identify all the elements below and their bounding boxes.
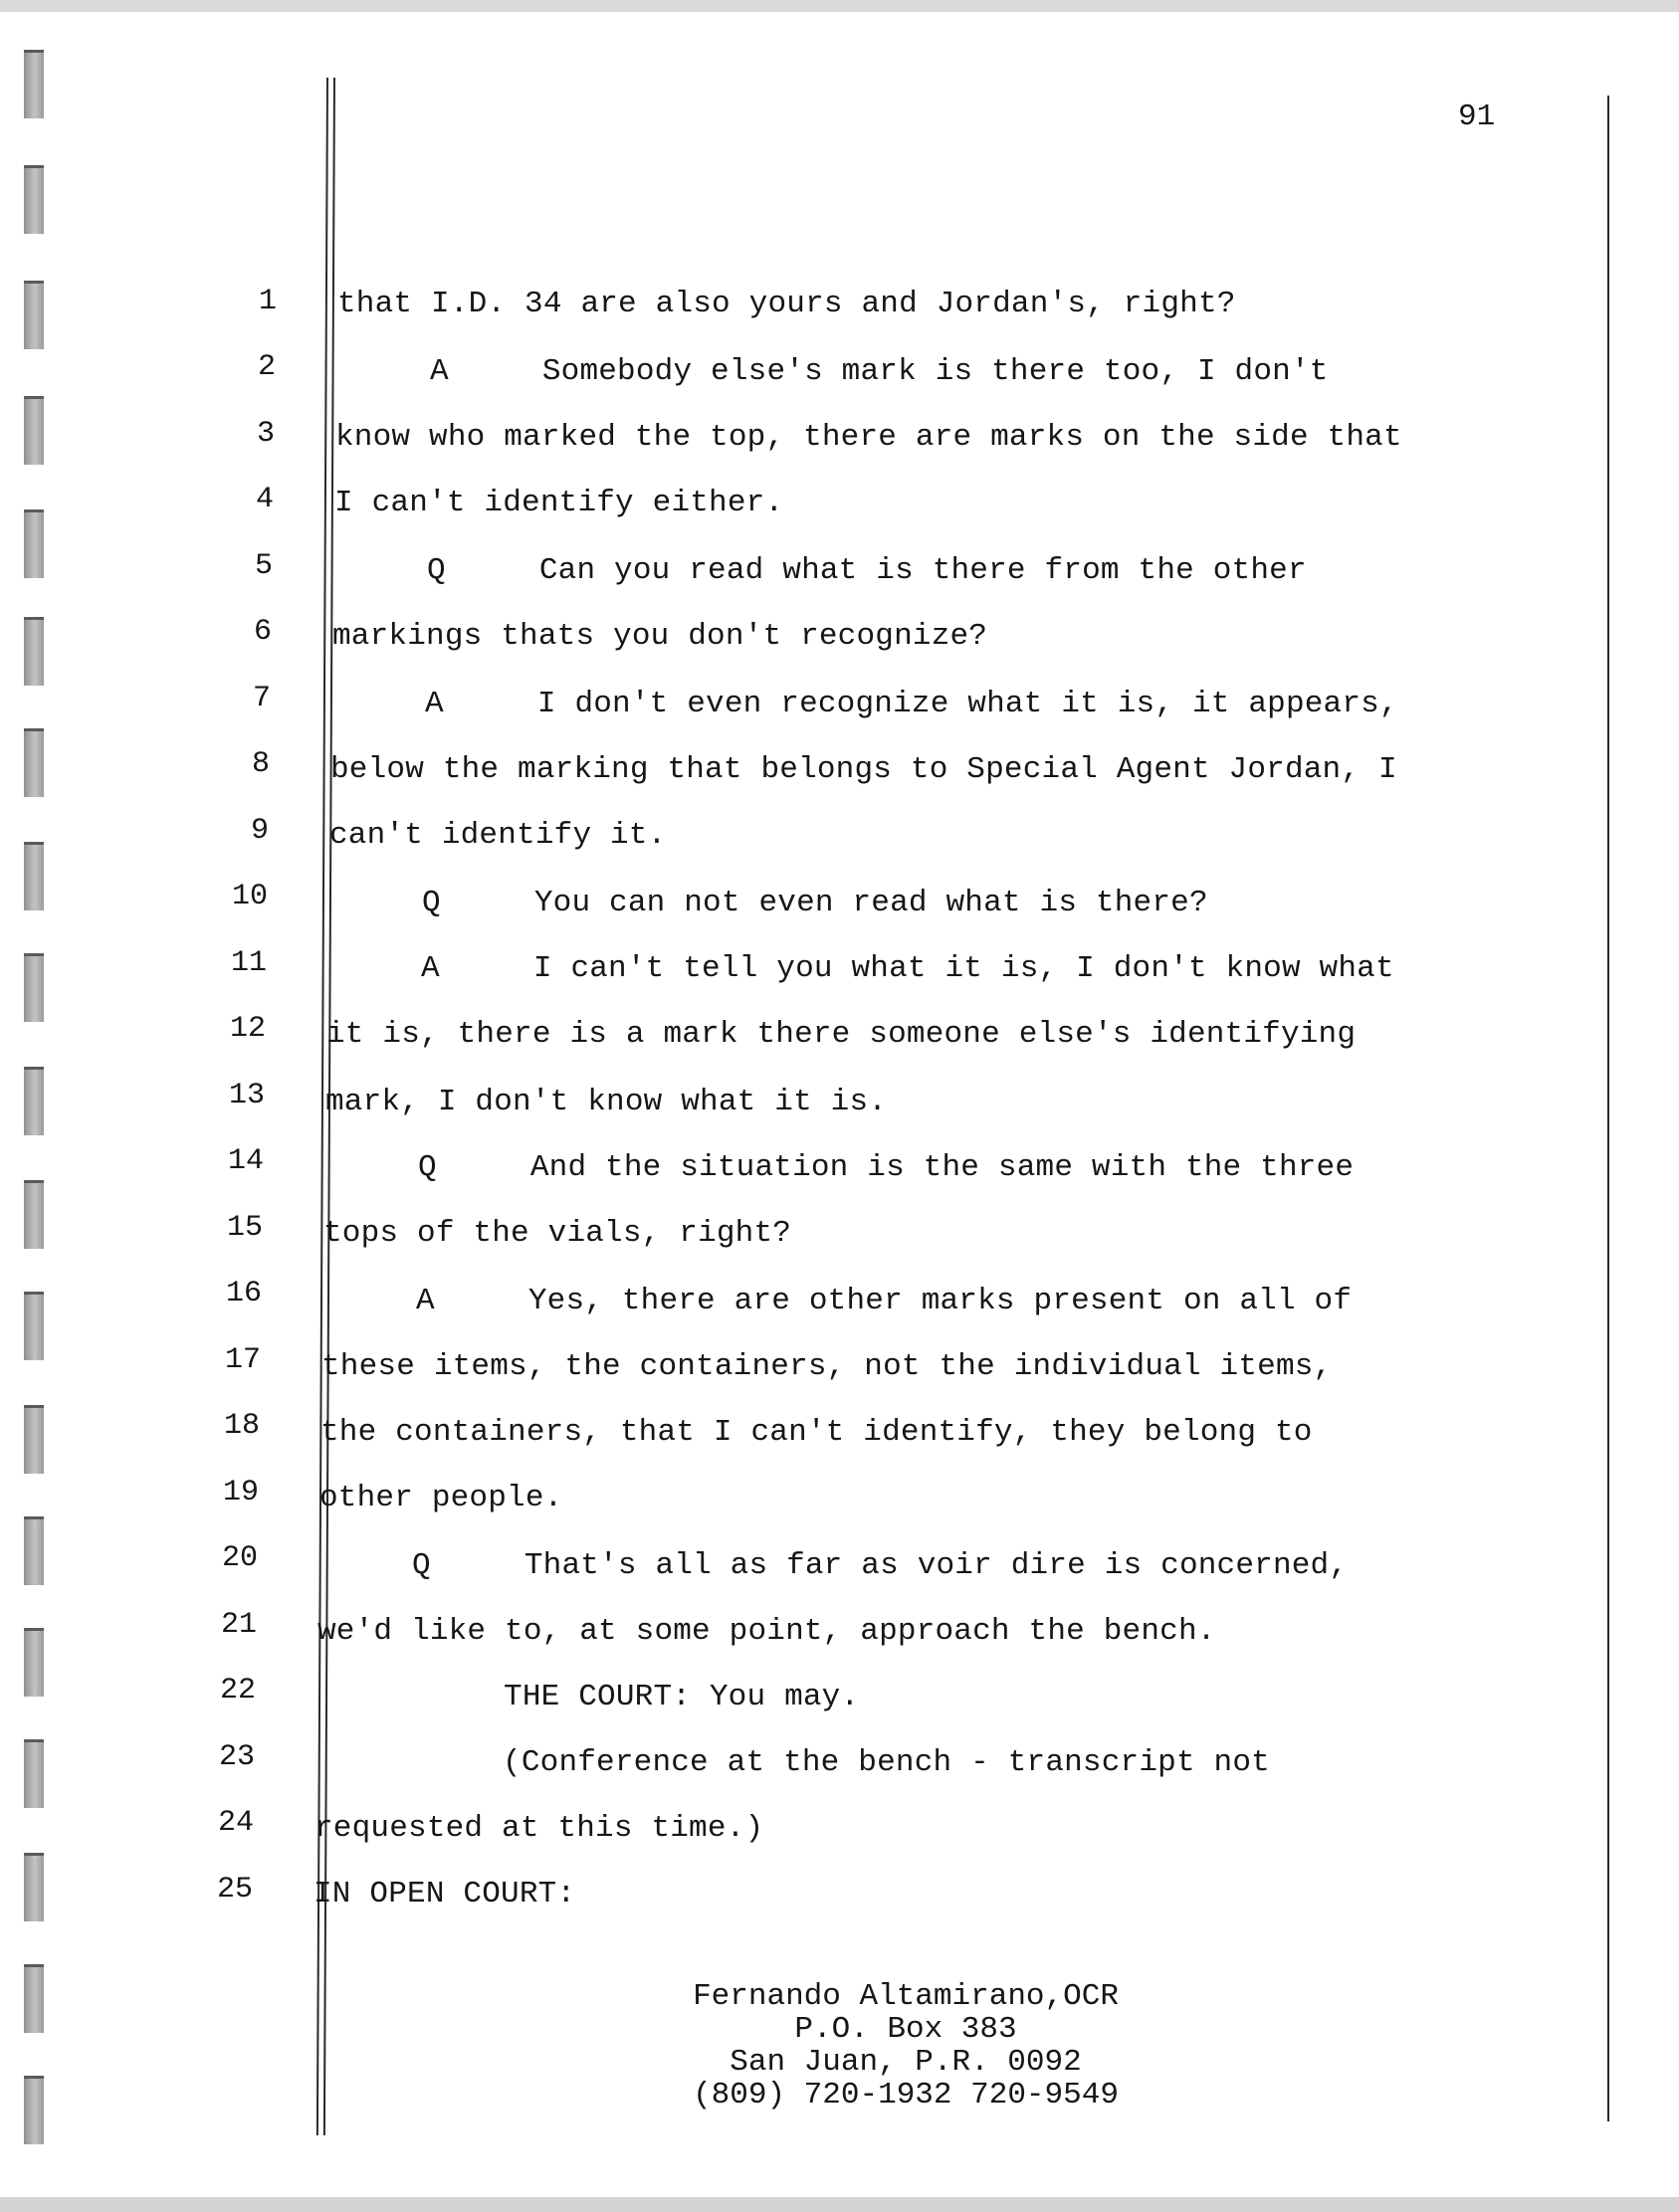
scan-top-edge xyxy=(0,0,1679,12)
binder-hole-mark xyxy=(24,842,44,910)
line-number: 18 xyxy=(223,1409,260,1443)
line-number: 19 xyxy=(222,1476,259,1509)
line-number: 25 xyxy=(216,1873,253,1907)
binder-hole-mark xyxy=(24,50,44,118)
transcript-line: requested at this time.) xyxy=(315,1811,764,1846)
line-number: 14 xyxy=(227,1144,264,1178)
reporter-footer xyxy=(557,1980,1254,2111)
binder-hole-mark xyxy=(24,396,44,465)
transcript-line: mark, I don't know what it is. xyxy=(325,1085,888,1119)
transcript-line: it is, there is a mark there someone else's identifying xyxy=(326,1017,1357,1052)
line-number: 21 xyxy=(220,1608,257,1642)
transcript-line: other people. xyxy=(319,1481,563,1515)
binder-hole-mark xyxy=(24,1739,44,1808)
transcript-line: A Somebody else's mark is there too, I don't xyxy=(336,354,1329,389)
transcript-line: these items, the containers, not the individual items, xyxy=(321,1349,1333,1384)
transcript-line: that I.D. 34 are also yours and Jordan's, right? xyxy=(337,287,1236,321)
line-number: 16 xyxy=(225,1277,262,1310)
reporter-phone: (809) 720-1932 720-9549 xyxy=(693,2078,1119,2112)
line-number: 4 xyxy=(255,483,274,516)
line-number: 7 xyxy=(252,682,271,715)
binder-hole-mark xyxy=(24,165,44,234)
transcript-line: tops of the vials, right? xyxy=(323,1216,792,1251)
line-number: 17 xyxy=(224,1343,261,1377)
transcript-line: (Conference at the bench - transcript not xyxy=(315,1745,1270,1780)
binder-hole-mark xyxy=(24,281,44,349)
line-number: 24 xyxy=(217,1806,254,1840)
transcript-line: IN OPEN COURT: xyxy=(314,1877,576,1911)
reporter-city: San Juan, P.R. 0092 xyxy=(730,2045,1082,2080)
transcript-line: A I can't tell you what it is, I don't know what xyxy=(327,951,1394,986)
transcript-line: Q Can you read what is there from the other xyxy=(333,553,1307,588)
binder-hole-mark xyxy=(24,1964,44,2033)
transcript-line: know who marked the top, there are marks on the side that xyxy=(335,420,1402,455)
line-number: 13 xyxy=(228,1079,265,1112)
binder-hole-mark xyxy=(24,953,44,1022)
transcript-line: we'd like to, at some point, approach the bench. xyxy=(317,1614,1216,1649)
transcript-line: I can't identify either. xyxy=(334,486,784,520)
line-number: 12 xyxy=(229,1012,266,1046)
binder-hole-mark xyxy=(24,2076,44,2144)
line-number: 6 xyxy=(253,615,272,649)
binder-hole-mark xyxy=(24,1292,44,1360)
binder-hole-mark xyxy=(24,1628,44,1697)
line-number: 11 xyxy=(230,946,267,980)
transcript-line: Q You can not even read what is there? xyxy=(328,886,1208,920)
line-number: 1 xyxy=(258,285,277,318)
line-number: 23 xyxy=(218,1740,255,1774)
transcript-line: A Yes, there are other marks present on all of xyxy=(322,1284,1353,1318)
transcript-line: can't identify it. xyxy=(329,818,667,853)
line-number: 5 xyxy=(254,549,273,583)
binder-hole-mark xyxy=(24,1405,44,1474)
binder-hole-mark xyxy=(24,1067,44,1135)
transcript-line: below the marking that belongs to Special Agent Jordan, I xyxy=(330,752,1397,787)
transcript-line: the containers, that I can't identify, they belong to xyxy=(320,1415,1313,1450)
binder-hole-mark xyxy=(24,1180,44,1249)
line-number: 22 xyxy=(219,1674,256,1708)
transcript-line: Q That's all as far as voir dire is concerned, xyxy=(318,1548,1349,1583)
binder-hole-mark xyxy=(24,1516,44,1585)
line-number: 8 xyxy=(251,747,270,781)
right-margin-rule xyxy=(1607,96,1609,2121)
line-number: 20 xyxy=(221,1541,258,1575)
line-number: 2 xyxy=(257,350,276,384)
line-number: 9 xyxy=(250,814,269,848)
binder-hole-mark xyxy=(24,1853,44,1921)
line-number: 3 xyxy=(256,417,275,451)
binder-hole-mark xyxy=(24,509,44,578)
line-number: 15 xyxy=(226,1211,263,1245)
page-number: 91 xyxy=(1458,100,1496,134)
binder-hole-mark xyxy=(24,728,44,797)
binder-hole-mark xyxy=(24,617,44,686)
transcript-line: A I don't even recognize what it is, it appears, xyxy=(331,687,1398,721)
reporter-name: Fernando Altamirano,OCR xyxy=(693,1979,1119,2014)
line-number: 10 xyxy=(231,880,268,913)
reporter-address: P.O. Box 383 xyxy=(794,2012,1017,2047)
scan-bottom-edge xyxy=(0,2197,1679,2212)
transcript-line: markings thats you don't recognize? xyxy=(332,619,988,654)
transcript-line: THE COURT: You may. xyxy=(316,1680,860,1714)
transcript-line: Q And the situation is the same with the three xyxy=(324,1150,1355,1185)
